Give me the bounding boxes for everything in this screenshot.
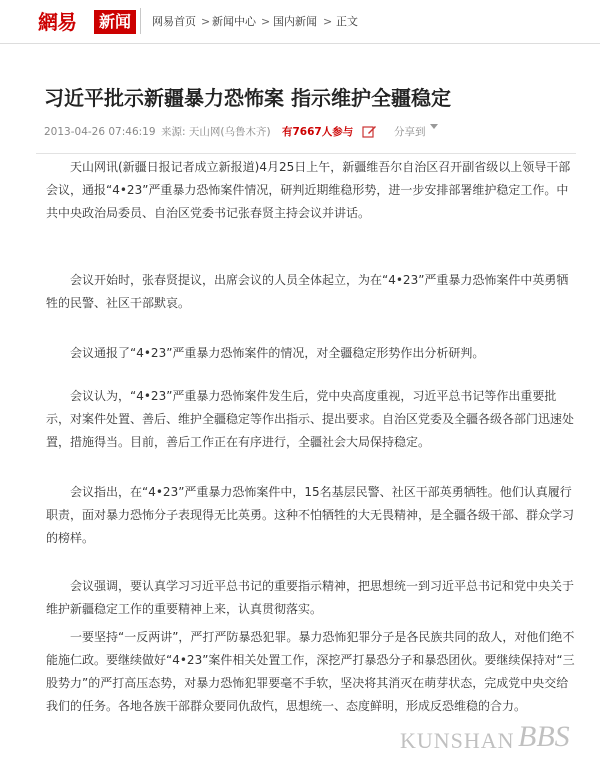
article-paragraph-1: 天山网讯(新疆日报记者成立新报道)4月25日上午，新疆维吾尔自治区召开副省级以上领导干部会议，通报“4•23”严重暴力恐怖案件情况，研判近期维稳形势，进一步安排部署维护稳定工作。中共中央政治局委员、自治区党委书记张春贤主持会议并讲话。 <box>46 160 571 220</box>
edit-icon[interactable] <box>362 124 377 139</box>
article-paragraph-6: 会议强调，要认真学习习近平总书记的重要指示精神，把思想统一到习近平总书记和党中央关于维护新疆稳定工作的重要精神上来，认真贯彻落实。 <box>46 579 575 616</box>
article-paragraph-2: 会议开始时，张春贤提议，出席会议的人员全体起立，为在“4•23”严重暴力恐怖案件中英勇牺牲的民警、社区干部默哀。 <box>46 273 569 310</box>
logo-netease-text: 網易 <box>38 10 76 34</box>
breadcrumb-news-center[interactable]: 新闻中心 <box>212 15 256 28</box>
participants-count-link[interactable]: 有7667人参与 <box>282 126 354 138</box>
kunshan-bbs-watermark <box>400 720 600 756</box>
breadcrumb-home[interactable]: 网易首页 <box>152 15 196 28</box>
article-paragraph-3: 会议通报了“4•23”严重暴力恐怖案件的情况，对全疆稳定形势作出分析研判。 <box>70 346 485 360</box>
breadcrumb-domestic-news[interactable]: 国内新闻 <box>273 15 317 28</box>
title-divider <box>36 153 576 154</box>
watermark-site: KUNSHAN <box>400 728 515 753</box>
share-to-button[interactable]: 分享到 <box>394 126 426 138</box>
header-divider <box>140 8 141 34</box>
watermark-forum: BBS <box>518 720 570 753</box>
logo-news-badge: 新闻 <box>94 10 136 34</box>
breadcrumb-current: 正文 <box>336 15 358 28</box>
publish-date: 2013-04-26 07:46:19 <box>44 126 156 138</box>
breadcrumb-arrow: > <box>201 15 211 28</box>
chevron-down-icon[interactable] <box>430 124 438 129</box>
site-header <box>0 0 600 44</box>
article-source[interactable]: 来源: 天山网(乌鲁木齐) <box>161 126 271 138</box>
breadcrumb-arrow: > <box>261 15 271 28</box>
article-paragraph-5: 会议指出，在“4•23”严重暴力恐怖案件中，15名基层民警、社区干部英勇牺牲。他们认真履行职责，面对暴力恐怖分子表现得无比英勇。这种不怕牺牲的大无畏精神，是全疆各级干部、群众学习的榜样。 <box>46 485 575 545</box>
article-title: 习近平批示新疆暴力恐怖案 指示维护全疆稳定 <box>44 86 451 110</box>
article-paragraph-4: 会议认为，“4•23”严重暴力恐怖案件发生后，党中央高度重视，习近平总书记等作出重要批示，对案件处置、善后、维护全疆稳定等作出指示、提出要求。自治区党委及全疆各级各部门迅速处置，措施得当。目前，善后工作正在有序进行，全疆社会大局保持稳定。 <box>46 389 575 449</box>
article-paragraph-7: 一要坚持“一反两讲”，严打严防暴恐犯罪。暴力恐怖犯罪分子是各民族共同的敌人，对他们绝不能施仁政。要继续做好“4•23”案件相关处置工作，深挖严打暴恐分子和暴恐团伙。要继续保持对“三股势力”的严打高压态势，对暴力恐怖犯罪要毫不手软，坚决将其消灭在萌芽状态，完成党中央交给我们的任务。各地各族干部群众要同仇敌忾，思想统一、态度鲜明，形成反恐维稳的合力。 <box>46 630 575 713</box>
breadcrumb-arrow: > <box>323 15 333 28</box>
